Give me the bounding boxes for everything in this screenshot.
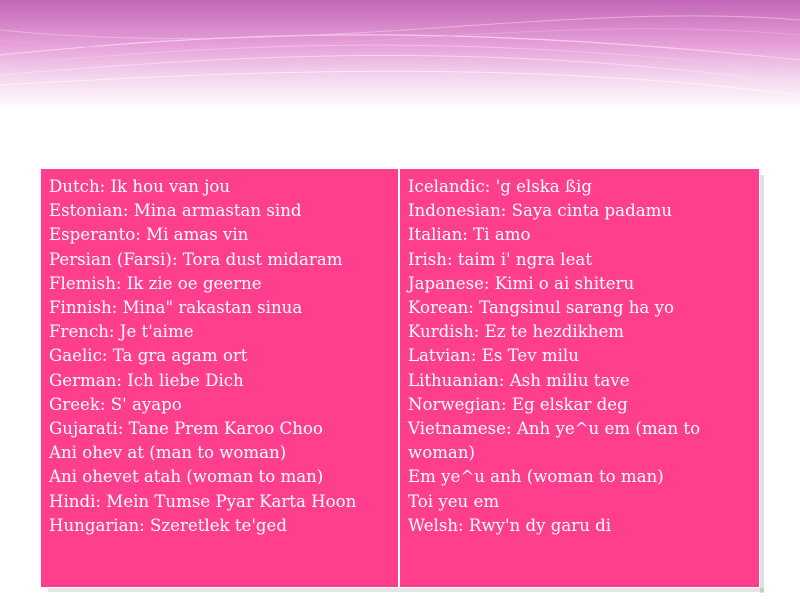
table-row: Vietnamese: Anh ye^u em (man to: [408, 419, 701, 439]
table-row: Finnish: Mina" rakastan sinua: [49, 298, 303, 318]
table-row: Welsh: Rwy'n dy garu di: [408, 515, 612, 535]
table-row: Toi yeu em: [408, 491, 500, 511]
decorative-header-band: [0, 0, 800, 110]
table-row: Norwegian: Eg elskar deg: [408, 394, 628, 414]
phrases-table: [40, 168, 760, 588]
table-row: Korean: Tangsinul sarang ha yo: [408, 298, 674, 318]
table-row: French: Je t'aime: [49, 322, 194, 342]
table-row: Dutch: Ik hou van jou: [49, 177, 231, 196]
table-row: woman): [408, 443, 475, 463]
left-column: [41, 169, 400, 587]
table-shadow-bottom: [48, 588, 764, 592]
table-row: Hindi: Mein Tumse Pyar Karta Hoon: [49, 491, 357, 511]
table-row: Ani ohev at (man to woman): [49, 443, 287, 463]
table-row: Estonian: Mina armastan sind: [49, 201, 302, 221]
table-row: Persian (Farsi): Tora dust midaram: [49, 249, 343, 269]
table-row: Lithuanian: Ash miliu tave: [408, 370, 630, 390]
table-shadow-right: [760, 175, 764, 593]
table-row: Latvian: Es Tev milu: [408, 346, 579, 366]
table-row: Italian: Ti amo: [408, 225, 531, 245]
table-row: Em ye^u anh (woman to man): [408, 467, 664, 487]
table-row: Ani ohevet atah (woman to man): [49, 467, 324, 487]
table-row: Hungarian: Szeretlek te'ged: [49, 515, 287, 535]
table-row: Irish: taim i' ngra leat: [408, 249, 592, 269]
table-row: German: Ich liebe Dich: [49, 370, 244, 390]
table-row: Esperanto: Mi amas vin: [49, 225, 249, 245]
header-wave-lines: [0, 0, 800, 110]
table-row: Japanese: Kimi o ai shiteru: [408, 273, 635, 293]
table-row: Gujarati: Tane Prem Karoo Choo: [49, 419, 323, 439]
table-row: Icelandic: 'g elska ßig: [408, 177, 592, 196]
table-row: Flemish: Ik zie oe geerne: [49, 273, 262, 293]
table-row: Gaelic: Ta gra agam ort: [49, 346, 248, 366]
table-row: Indonesian: Saya cinta padamu: [408, 201, 673, 221]
table-row: Greek: S' ayapo: [49, 394, 182, 414]
table-row: Kurdish: Ez te hezdikhem: [408, 322, 625, 342]
right-column: [400, 169, 759, 587]
